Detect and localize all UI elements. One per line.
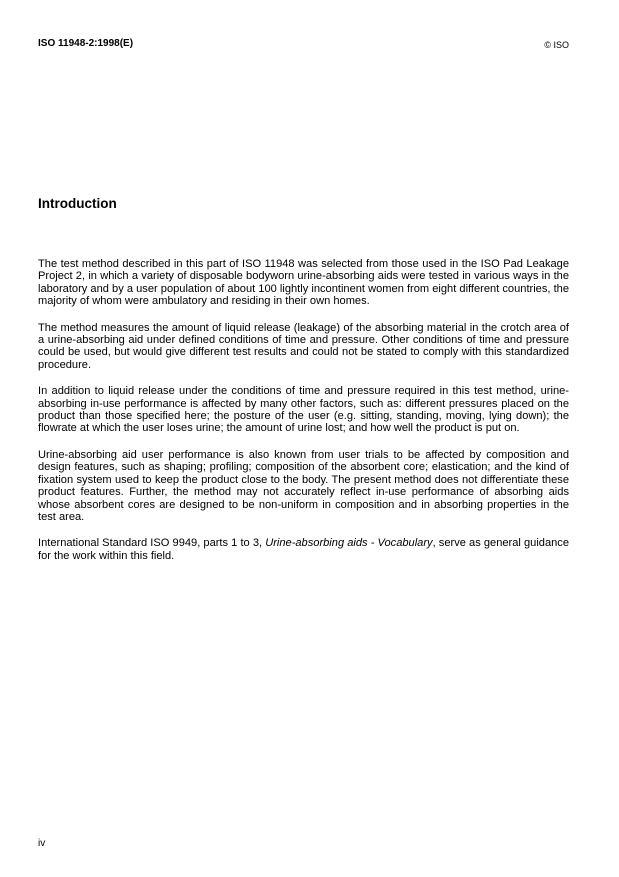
copyright-notice: © ISO [544, 40, 569, 50]
paragraph-3: In addition to liquid release under the conditions of time and pressure required in this test method, urine-absorbing in-use performance is affected by many other factors, such as: different pressures placed on the product than those specified here; the posture of the user (e.g. sitting, standing, moving, lying down); the flowrate at which the user loses urine; the amount of urine lost; and how well the product is put on. [38, 385, 569, 435]
paragraph-1: The test method described in this part of ISO 11948 was selected from those used in the ISO Pad Leakage Project 2, in which a variety of disposable bodyworn urine-absorbing aids were tested in various ways in the laboratory and by a user population of about 100 lightly incontinent women from eight different countries, the majority of whom were ambulatory and residing in their own homes. [38, 258, 569, 308]
page-number: iv [38, 838, 46, 849]
paragraph-5-text-before: International Standard ISO 9949, parts 1 to 3, [38, 537, 266, 550]
paragraph-4: Urine-absorbing aid user performance is also known from user trials to be affected by composition and design features, such as shaping; profiling; composition of the absorbent core; elastication; and the kind of fixation system used to keep the product close to the body. The present method does not differentiate these product features. Further, the method may not accurately reflect in-use performance of absorbing aids whose absorbent cores are designed to be non-uniform in composition and in absorbing properties in the test area. [38, 448, 569, 523]
section-title: Introduction [38, 196, 117, 211]
paragraph-5-text-after: , serve as general guidance for the work within this field. [38, 537, 570, 562]
vocabulary-reference: Urine-absorbing aids - Vocabulary [265, 537, 433, 550]
paragraph-5 [38, 537, 569, 562]
body-text [38, 258, 569, 576]
document-id: ISO 11948-2:1998(E) [38, 38, 134, 49]
paragraph-2: The method measures the amount of liquid release (leakage) of the absorbing material in the crotch area of a urine-absorbing aid under defined conditions of time and pressure. Other conditions of time and pressure could be used, but would give different test results and could not be stated to comply with this standardized procedure. [38, 321, 569, 371]
